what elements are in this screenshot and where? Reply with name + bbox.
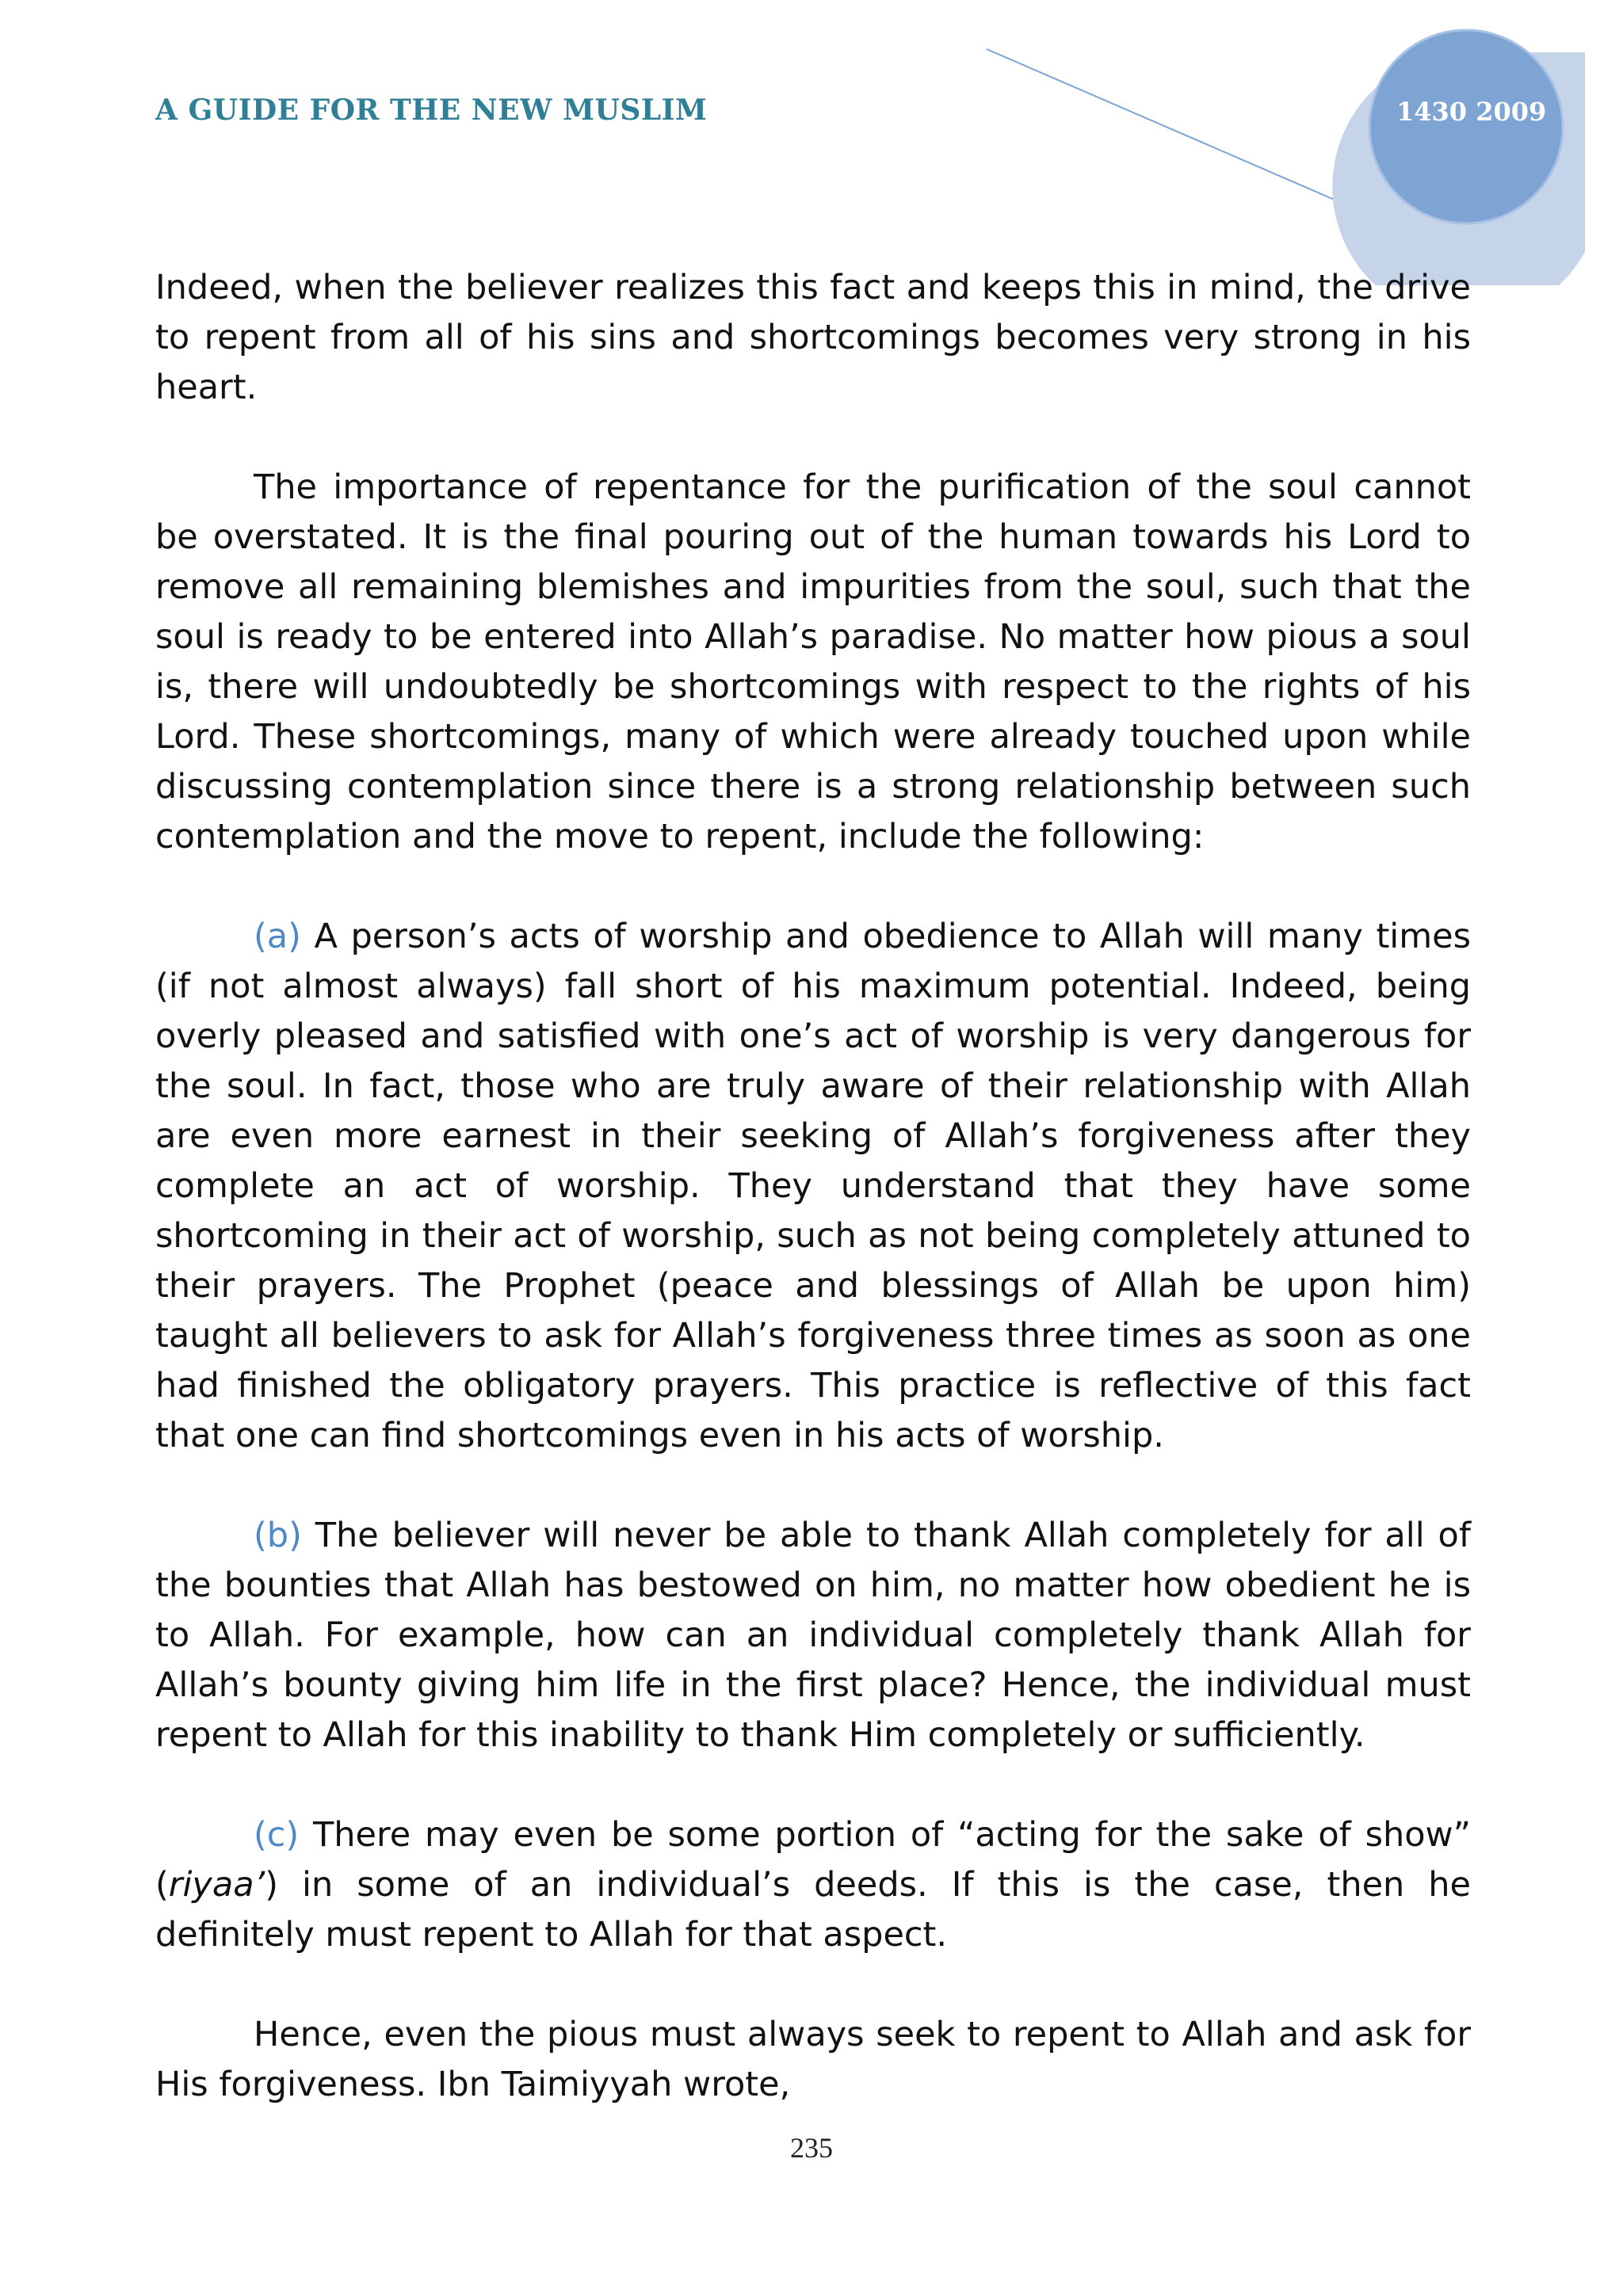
list-marker-a: (a) [254,917,301,956]
list-item-c-text-after: ) in some of an individual’s deeds. If this is the case, then he definitely must repent to Allah for that aspect. [155,1865,1471,1955]
header-corner-ornament [0,0,1623,285]
paragraph-importance: The importance of repentance for the purification of the soul cannot be overstated. It is the final pouring out of the human towards his Lord to remove all remaining blemishes and impurities from the soul, such that the soul is ready to be entered into Allah’s paradise. No matter how pious a soul is, there will undoubtedly be shortcomings with respect to the rights of his Lord. These shortcomings, many of which were already touched upon while discussing contemplation since there is a strong relationship between such contemplation and the move to repent, include the following: [155,467,1471,856]
list-item-a [155,912,1471,1461]
list-item-c-text-before: There may even be some portion of “acting for the sake of show” ( [155,1815,1471,1905]
body-text [155,263,1471,2160]
list-item-c [155,1810,1471,1960]
paragraph-conclusion: Hence, even the pious must always seek to repent to Allah and ask for His forgiveness. Ibn Taimiyyah wrote, [155,2015,1471,2104]
paragraph-intro: Indeed, when the believer realizes this fact and keeps this in mind, the drive to repent from all of his sins and shortcomings becomes very strong in his heart. [155,268,1471,407]
list-item-b-text: The believer will never be able to thank Allah completely for all of the bounties that Allah has bestowed on him, no matter how obedient he is to Allah. For example, how can an individual completely thank Allah for Allah’s bounty giving him life in the first place? Hence, the individual must repent to Allah for this inability to thank Him completely or sufficiently. [155,1516,1472,1755]
year-badge: 1430 2009 [1396,97,1547,127]
running-header-title: A GUIDE FOR THE NEW MUSLIM [155,93,708,127]
list-item-c-term: riyaa’ [168,1865,265,1905]
list-marker-b: (b) [254,1516,302,1555]
list-marker-c: (c) [254,1815,300,1855]
list-item-b [155,1511,1471,1760]
page-number: 235 [790,2132,833,2164]
list-item-a-text: A person’s acts of worship and obedience to Allah will many times (if not almost always) fall short of his maximum potential. Indeed, being overly pleased and satisfied with one’s act of worship is very dangerous for the soul. In fact, those who are truly aware of their relationship with Allah are even more earnest in their seeking of Allah’s forgiveness after they complete an act of worship. They understand that they have some shortcoming in their act of worship, such as not being completely attuned to their prayers. The Prophet (peace and blessings of Allah be upon him) taught all believers to ask for Allah’s forgiveness three times as soon as one had finished the obligatory prayers. This practice is reflective of this fact that one can find shortcomings even in his acts of worship. [155,917,1471,1455]
